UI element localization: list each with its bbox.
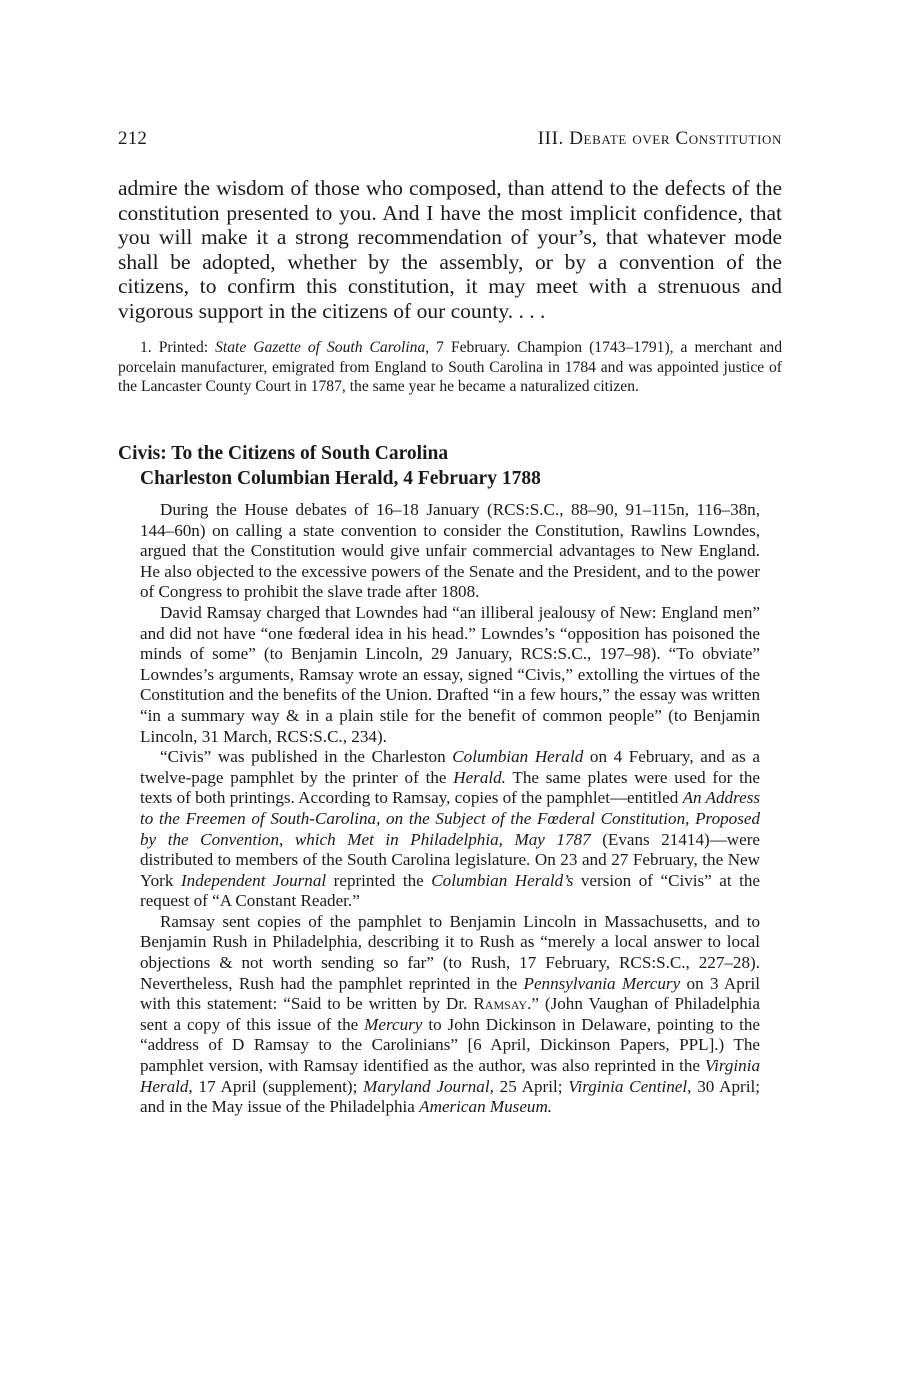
body-paragraph: admire the wisdom of those who composed, than attend to the defects of the constitution presented to you. And I have the most implicit confidence, that you will make it a strong recommendation of your’s, that whatever mode shall be adopted, whether by the assembly, or by a convention of the citizens, to confirm this constitution, it may meet with a strenuous and vigorous support in the citizens of our county. . . . xyxy=(118,176,782,323)
page-number: 212 xyxy=(118,128,148,149)
footnote xyxy=(118,338,782,397)
footnote-source: State Gazette of South Carolina, xyxy=(215,339,430,356)
headnote-paragraph-4: Ramsay sent copies of the pamphlet to Benjamin Lincoln in Massachusetts, and to Benjamin Rush in Philadelphia, describing it to Rush as “merely a local answer to local objections & not worth sending so far” (to Rush, 17 February, RCS:S.C., 227–28). Nevertheless, Rush had the pamphlet reprinted in the Pennsylvania Mercury on 3 April with this statement: “Said to be written by Dr. Ramsay.” (John Vaughan of Philadelphia sent a copy of this issue of the Mercury to John Dickinson in Delaware, pointing to the “address of D Ramsay to the Carolinians” [6 April, Dickinson Papers, PPL].) The pamphlet version, with Ramsay identified as the author, was also reprinted in the Virginia Herald, 17 April (supplement); Maryland Journal, 25 April; Virginia Centinel, 30 April; and in the May issue of the Philadelphia American Museum. xyxy=(140,911,760,1117)
running-head xyxy=(118,128,782,150)
headnote-paragraph-3: “Civis” was published in the Charleston Columbian Herald on 4 February, and as a twelve-page pamphlet by the printer of the Herald. The same plates were used for the texts of both printings. According to Ramsay, copies of the pamphlet—entitled An Address to the Freemen of South-Carolina, on the Subject of the Fœderal Constitution, Proposed by the Convention, which Met in Philadelphia, May 1787 (Evans 21414)—were distributed to members of the South Carolina legislature. On 23 and 27 February, the New York Independent Journal reprinted the Columbian Herald’s version of “Civis” at the request of “A Constant Reader.” xyxy=(140,747,761,911)
footnote-1: 1. Printed: State Gazette of South Carolina, 7 February. Champion (1743–1791), a merchant and porcelain manufacturer, emigrated from England to South Carolina in 1784 and was appointed justice of the Lancaster County Court in 1787, the same year he became a naturalized citizen. xyxy=(118,339,783,396)
headnote xyxy=(140,500,760,1118)
running-title: III. Debate over Constitution xyxy=(537,128,782,149)
headnote-paragraph-2: David Ramsay charged that Lowndes had “an illiberal jealousy of New: England men” and did not have “one fœderal idea in his head.” Lowndes’s “opposition has poisoned the minds of some” (to Benjamin Lincoln, 29 January, RCS:S.C., 197–98). “To obviate” Lowndes’s arguments, Ramsay wrote an essay, signed “Civis,” extolling the virtues of the Constitution and the benefits of the Union. Drafted “in a few hours,” the essay was written “in a summary way & in a plain stile for the benefit of common people” (to Benjamin Lincoln, 31 March, RCS:S.C., 234). xyxy=(140,602,760,746)
heading-title: Civis: To the Citizens of South Carolina xyxy=(118,443,449,464)
document-heading xyxy=(118,441,782,491)
headnote-paragraph-1: During the House debates of 16–18 January (RCS:S.C., 88–90, 91–115n, 116–38n, 144–60n) on calling a state convention to consider the Constitution, Rawlins Lowndes, argued that the Constitution would give unfair commercial advantages to New England. He also objected to the excessive powers of the Senate and the President, and to the power of Congress to prohibit the slave trade after 1808. xyxy=(140,500,760,602)
heading-source: Charleston Columbian Herald, 4 February 1788 xyxy=(140,468,541,489)
body-text xyxy=(118,176,782,324)
